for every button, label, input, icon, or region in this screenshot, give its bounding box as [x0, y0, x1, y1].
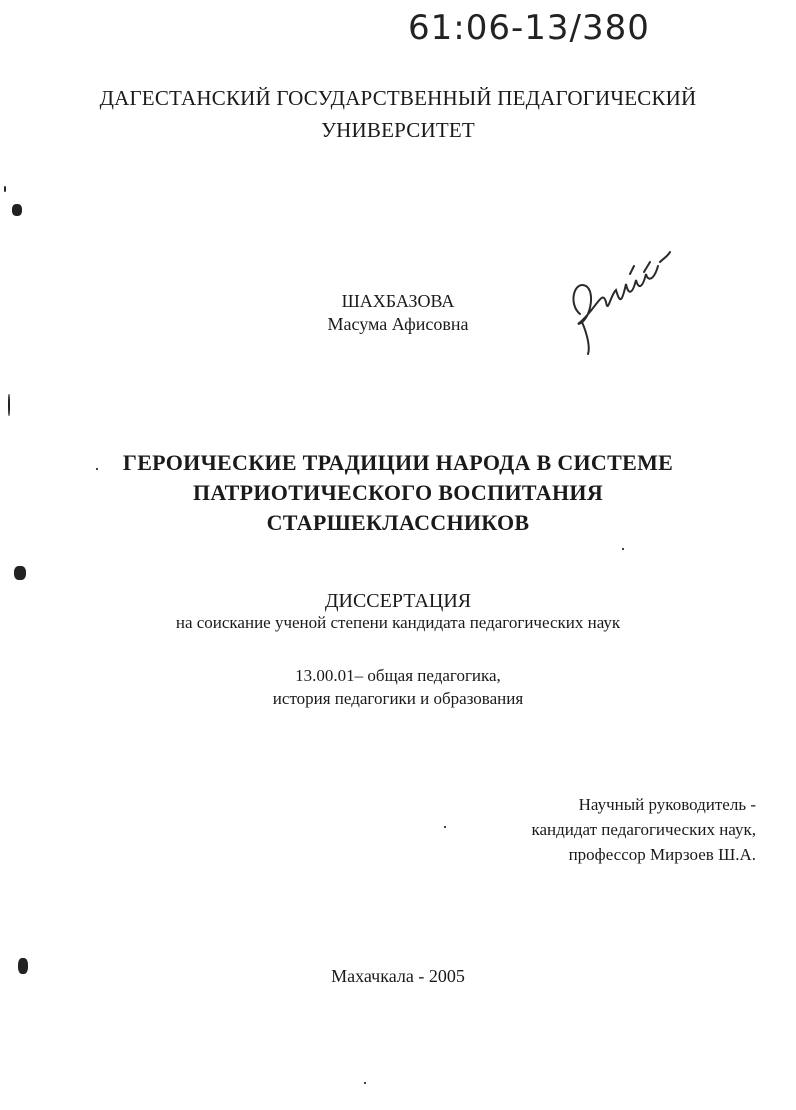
archive-code-handwritten: 61:06-13/380: [408, 8, 650, 48]
scientific-advisor: [531, 792, 756, 867]
scan-speck: [12, 204, 22, 216]
scan-speck: [364, 1082, 366, 1084]
title-line-3: СТАРШЕКЛАССНИКОВ: [266, 510, 530, 535]
degree-purpose: на соискание ученой степени кандидата педагогических наук: [175, 613, 621, 632]
scan-speck: [444, 826, 446, 828]
dissertation-title: [0, 448, 796, 538]
title-line-1: ГЕРОИЧЕСКИЕ ТРАДИЦИИ НАРОДА В СИСТЕМЕ: [122, 450, 674, 475]
signature-mark: [566, 244, 676, 356]
specialty-line-1: 13.00.01– общая педагогика,: [295, 666, 501, 685]
author-given-names: Масума Афисовна: [327, 314, 469, 334]
scan-speck: [96, 468, 98, 470]
university-name: [0, 82, 796, 146]
specialty-block: [0, 664, 796, 710]
title-line-2: ПАТРИОТИЧЕСКОГО ВОСПИТАНИЯ: [192, 480, 604, 505]
specialty-line-2: история педагогики и образования: [272, 689, 524, 708]
scan-speck: [8, 394, 10, 416]
scan-speck: [18, 958, 28, 974]
dissertation-label: ДИССЕРТАЦИЯ: [324, 590, 472, 612]
place-and-year: Махачкала - 2005: [331, 966, 465, 986]
scan-speck: [14, 566, 26, 580]
author-surname: ШАХБАЗОВА: [341, 291, 455, 311]
author-block: [0, 290, 796, 336]
dissertation-type: [0, 590, 796, 634]
scan-speck: [622, 548, 624, 550]
scan-speck: [4, 186, 6, 192]
advisor-line-1: Научный руководитель -: [578, 795, 756, 814]
advisor-line-3: профессор Мирзоев Ш.А.: [568, 845, 756, 864]
advisor-line-2: кандидат педагогических наук,: [531, 820, 756, 839]
university-line-2: УНИВЕРСИТЕТ: [321, 118, 475, 142]
university-line-1: ДАГЕСТАНСКИЙ ГОСУДАРСТВЕННЫЙ ПЕДАГОГИЧЕСКИЙ: [99, 86, 697, 110]
